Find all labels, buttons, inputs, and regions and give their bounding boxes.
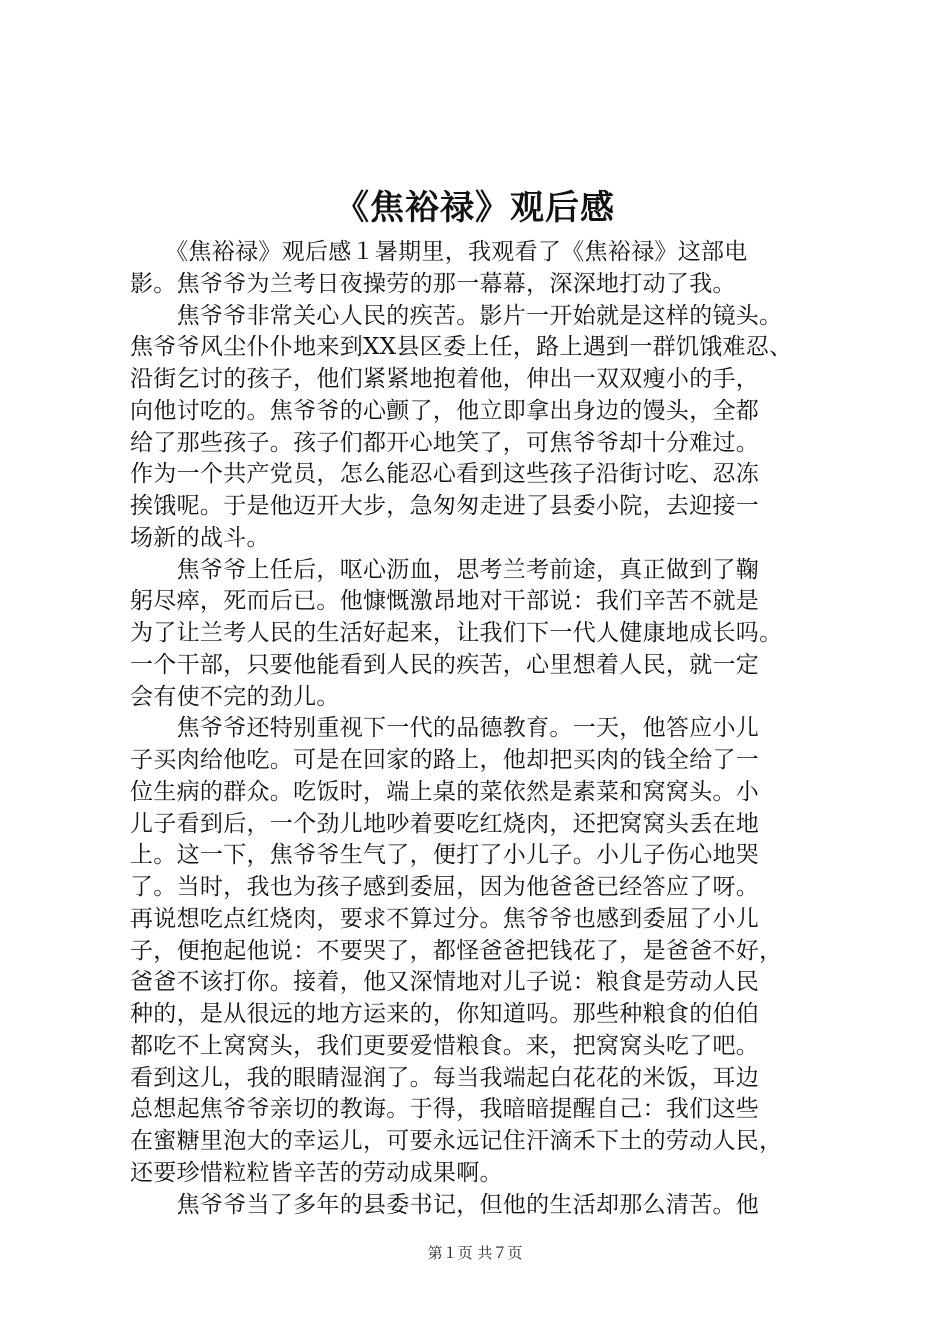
text-line: 《焦裕禄》观后感１暑期里，我观看了《焦裕禄》这部电	[130, 239, 748, 265]
text-line: 儿子看到后，一个劲儿地吵着要吃红烧肉，还把窝窝头丢在地	[130, 810, 760, 837]
text-line: 场新的战斗。	[130, 524, 270, 551]
text-line: 焦爷爷非常关心人民的疾苦。影片一开始就是这样的镜头。	[130, 302, 783, 329]
text-line: 爸爸不该打你。接着，他又深情地对儿子说：粮食是劳动人民	[130, 969, 760, 996]
text-line: 作为一个共产党员，怎么能忍心看到这些孩子沿街讨吃、忍冻	[130, 461, 760, 488]
text-line: 在蜜糖里泡大的幸运儿，可要永远记住汗滴禾下土的劳动人民，	[130, 1128, 783, 1154]
text-line: 给了那些孩子。孩子们都开心地笑了，可焦爷爷却十分难过。	[130, 429, 760, 456]
text-line: 向他讨吃的。焦爷爷的心颤了，他立即拿出身边的馒头，全都	[130, 397, 760, 424]
text-line: 会有使不完的劲儿。	[130, 683, 340, 710]
text-line: 看到这儿，我的眼睛湿润了。每当我端起白花花的米饭，耳边	[130, 1064, 760, 1091]
text-line: 焦爷爷风尘仆仆地来到XX县区委上任，路上遇到一群饥饿难忍、	[130, 334, 793, 361]
text-line: 都吃不上窝窝头，我们更要爱惜粮食。来，把窝窝头吃了吧。	[130, 1032, 760, 1059]
text-line: 了。当时，我也为孩子感到委屈，因为他爸爸已经答应了呀。	[130, 874, 760, 900]
text-line: 再说想吃点红烧肉，要求不算过分。焦爷爷也感到委屈了小儿	[130, 905, 760, 932]
text-line: 挨饿呢。于是他迈开大步，急匆匆走进了县委小院，去迎接一	[130, 493, 760, 519]
text-line: 一个干部，只要他能看到人民的疾苦，心里想着人民，就一定	[130, 651, 760, 678]
text-line: 焦爷爷还特别重视下一代的品德教育。一天，他答应小儿	[130, 715, 760, 742]
document-body	[130, 237, 858, 1221]
text-line: 总想起焦爷爷亲切的教诲。于得，我暗暗提醒自己：我们这些	[130, 1096, 760, 1123]
text-line: 还要珍惜粒粒皆辛苦的劳动成果啊。	[130, 1159, 503, 1186]
text-line: 沿街乞讨的孩子，他们紧紧地抱着他，伸出一双双瘦小的手，	[130, 366, 760, 392]
text-line: 为了让兰考人民的生活好起来，让我们下一代人健康地成长吗。	[130, 620, 783, 646]
text-line: 种的，是从很远的地方运来的，你知道吗。那些种粮食的伯伯	[130, 1001, 760, 1027]
text-line: 躬尽瘁，死而后已。他慷慨激昂地对干部说：我们辛苦不就是	[130, 588, 760, 615]
text-line: 焦爷爷当了多年的县委书记，但他的生活却那么清苦。他	[130, 1191, 760, 1218]
document-title: 《焦裕禄》观后感	[335, 188, 615, 228]
text-line: 影。焦爷爷为兰考日夜操劳的那一幕幕，深深地打动了我。	[130, 270, 736, 297]
page-footer: 第１页 共７页	[427, 1244, 523, 1262]
text-line: 上。这一下，焦爷爷生气了，便打了小儿子。小儿子伤心地哭	[130, 842, 760, 869]
text-line: 子买肉给他吃。可是在回家的路上，他却把买肉的钱全给了一	[130, 747, 760, 773]
text-line: 子，便抱起他说：不要哭了，都怪爸爸把钱花了，是爸爸不好，	[130, 937, 783, 964]
text-line: 焦爷爷上任后，呕心沥血，思考兰考前途，真正做到了鞠	[130, 556, 760, 583]
text-line: 位生病的群众。吃饭时，端上桌的菜依然是素菜和窝窝头。小	[130, 778, 760, 805]
